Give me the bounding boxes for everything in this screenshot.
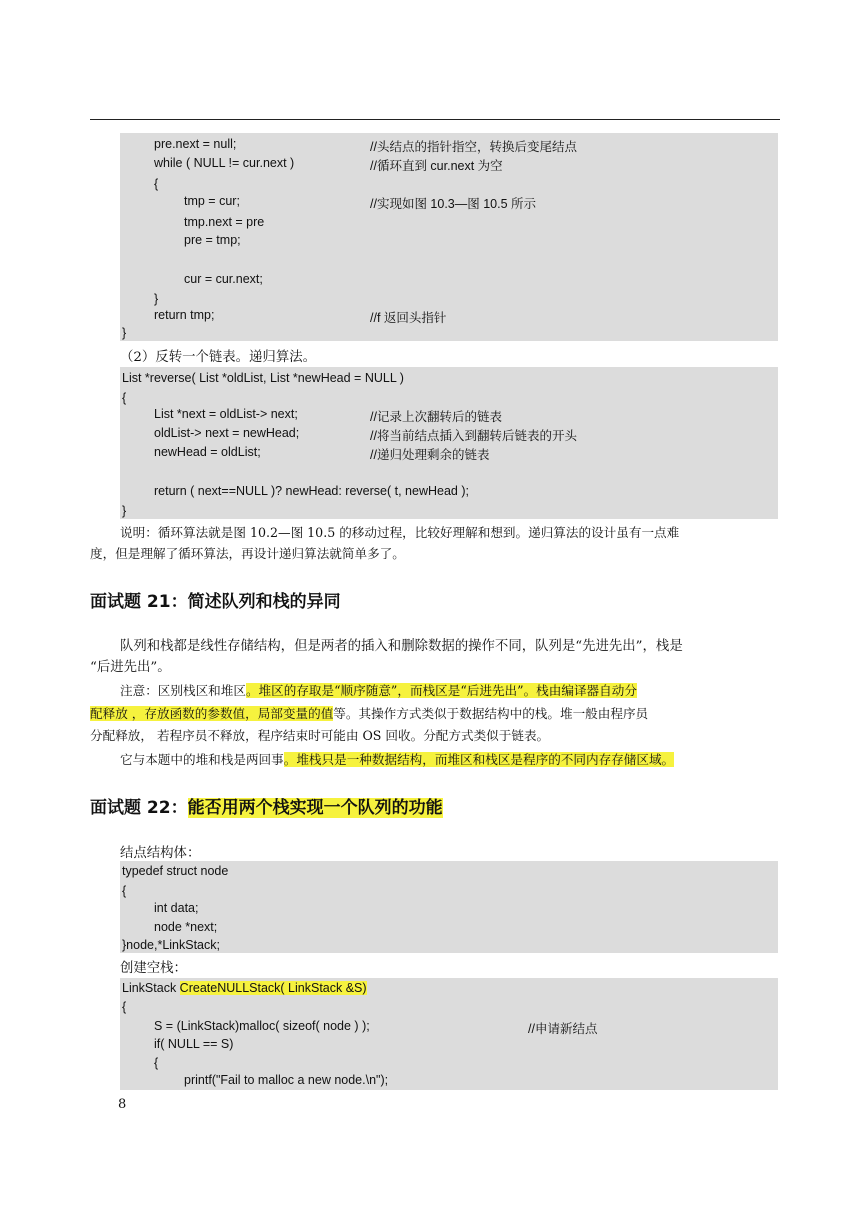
question-21-title: 面试题 21：简述队列和栈的异同 [90, 592, 341, 612]
code-comment: //头结点的指针指空，转换后变尾结点 [370, 140, 577, 154]
code-line: List *next = oldList-> next; [154, 407, 298, 421]
note-highlight: 配释放 ，存放函数的参数值，局部变量的值 [90, 706, 334, 721]
code-line: return ( next==NULL )? newHead: reverse( t, newHead ); [154, 484, 469, 498]
code-line: tmp = cur; [184, 194, 240, 208]
code-line: { [122, 1000, 127, 1014]
page-number: 8 [118, 1097, 127, 1112]
code-block-1 [120, 133, 778, 341]
code-line: int data; [154, 901, 199, 915]
header-rule [90, 119, 780, 120]
section-label: （2）反转一个链表。递归算法。 [120, 350, 316, 365]
code-line: typedef struct node [122, 864, 229, 878]
q22-title-prefix: 面试题 22： [90, 798, 188, 818]
q21-note-line-1 [120, 680, 780, 701]
code-line: oldList-> next = newHead; [154, 426, 300, 440]
explanation-line-1: 说明：循环算法就是图 10.2—图 10.5 的移动过程，比较好理解和想到。递归算法的设计虽有一点难 [120, 525, 680, 540]
q21-note-line-3: 分配释放， 若程序员不释放，程序结束时可能由 OS 回收。分配方式类似于链表。 [90, 728, 550, 743]
code-line: { [122, 391, 127, 405]
code-line: } [122, 504, 127, 518]
code-line: cur = cur.next; [184, 272, 263, 286]
code-line: S = (LinkStack)malloc( sizeof( node ) ); [154, 1019, 370, 1033]
code-comment: //循环直到 cur.next 为空 [370, 159, 503, 173]
code-comment: //实现如图 10.3—图 10.5 所示 [370, 197, 537, 211]
code-line: }node,*LinkStack; [122, 938, 220, 952]
q22-title-highlight: 能否用两个栈实现一个队列的功能 [187, 798, 443, 818]
code-line: printf("Fail to malloc a new node.\n"); [184, 1073, 389, 1087]
section-label: 结点结构体： [120, 846, 201, 861]
code-line: newHead = oldList; [154, 445, 261, 459]
note-text: 等。其操作方式类似于数据结构中的栈。堆一般由程序员 [333, 706, 649, 721]
code-line [122, 981, 367, 995]
note-text: 注意：区别栈区和堆区 [120, 683, 246, 698]
explanation-line-2: 度，但是理解了循环算法，再设计递归算法就简单多了。 [90, 546, 405, 561]
code-comment: //将当前结点插入到翻转后链表的开头 [370, 429, 577, 443]
code-line: return tmp; [154, 308, 215, 322]
code-block-4 [120, 978, 778, 1090]
code-line: tmp.next = pre [184, 215, 265, 229]
code-line: } [154, 292, 159, 306]
note-text: 它与本题中的堆和栈是两回事 [120, 752, 284, 767]
code-line: while ( NULL != cur.next ) [154, 156, 295, 170]
code-line: { [122, 884, 127, 898]
question-22-title [90, 793, 443, 818]
code-line: { [154, 1056, 159, 1070]
code-line: } [122, 326, 127, 340]
code-line: node *next; [154, 920, 218, 934]
code-line: pre = tmp; [184, 233, 241, 247]
q21-note-line-2 [90, 703, 782, 724]
q21-paragraph-line-1: 队列和栈都是线性存储结构，但是两者的插入和删除数据的操作不同，队列是“先进先出”，栈是 [120, 639, 683, 654]
q21-note2 [120, 749, 780, 770]
section-label: 创建空栈： [120, 961, 187, 976]
code-block-3 [120, 861, 778, 953]
code-comment: //申请新结点 [528, 1022, 598, 1036]
code-line: { [154, 177, 159, 191]
code-line: if( NULL == S) [154, 1037, 234, 1051]
code-highlight: CreateNULLStack( LinkStack &S) [179, 981, 367, 995]
q21-paragraph-line-2: “后进先出”。 [90, 660, 171, 675]
code-comment: //记录上次翻转后的链表 [370, 410, 502, 424]
code-prefix: LinkStack [122, 981, 180, 995]
code-block-2 [120, 367, 778, 519]
code-line: pre.next = null; [154, 137, 237, 151]
code-comment: //f 返回头指针 [370, 311, 447, 325]
code-comment: //递归处理剩余的链表 [370, 448, 490, 462]
note-highlight: 。堆区的存取是“顺序随意”，而栈区是“后进先出”。栈由编译器自动分 [245, 683, 637, 698]
code-line: List *reverse( List *oldList, List *newHead = NULL ) [122, 371, 404, 385]
note-highlight: 。堆栈只是一种数据结构，而堆区和栈区是程序的不同内存存储区域。 [283, 752, 675, 767]
